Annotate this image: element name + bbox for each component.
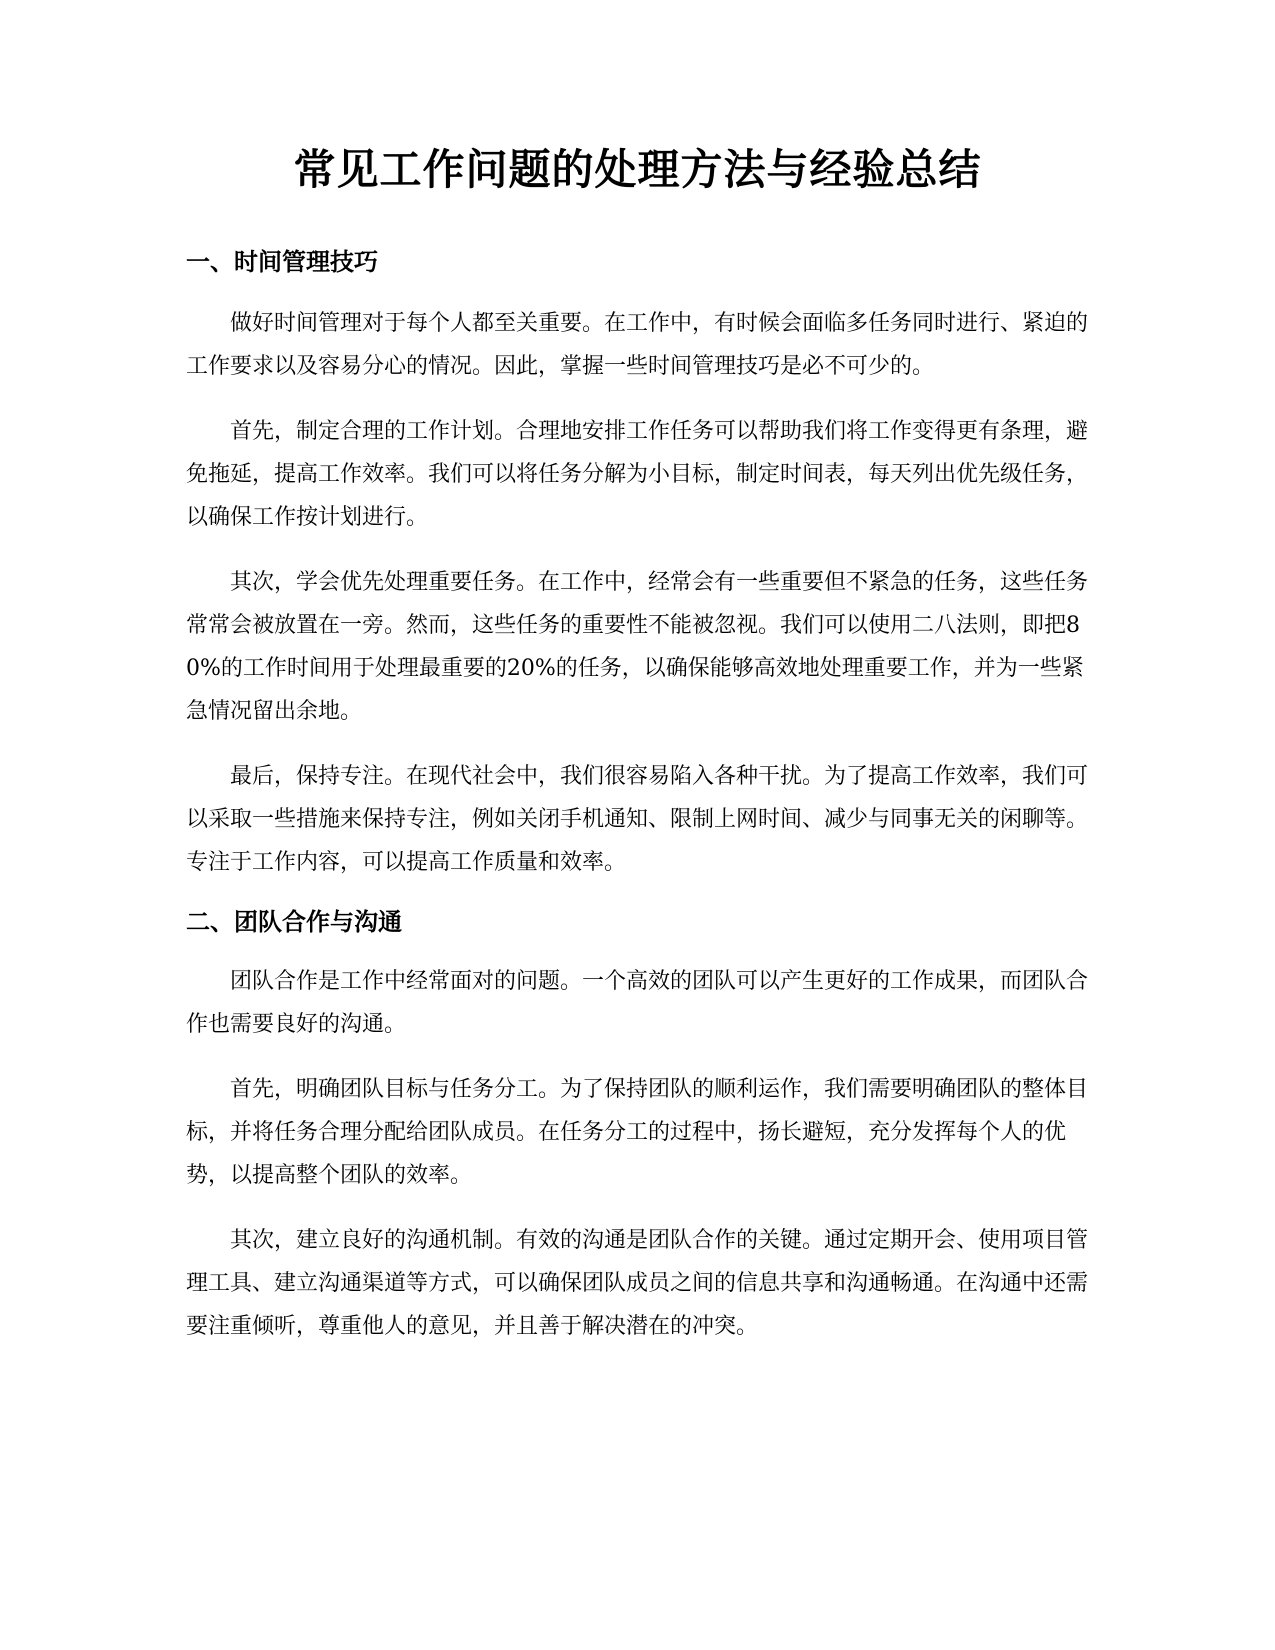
paragraph: 其次，建立良好的沟通机制。有效的沟通是团队合作的关键。通过定期开会、使用项目管理工具、建立沟通渠道等方式，可以确保团队成员之间的信息共享和沟通畅通。在沟通中还需要注重倾听，尊重他人的意见，并且善于解决潜在的冲突。 — [186, 1228, 1089, 1339]
paragraph: 首先，制定合理的工作计划。合理地安排工作任务可以帮助我们将工作变得更有条理，避免拖延，提高工作效率。我们可以将任务分解为小目标，制定时间表，每天列出优先级任务，以确保工作按计划进行。 — [186, 419, 1089, 530]
paragraph: 最后，保持专注。在现代社会中，我们很容易陷入各种干扰。为了提高工作效率，我们可以采取一些措施来保持专注，例如关闭手机通知、限制上网时间、减少与同事无关的闲聊等。专注于工作内容，可以提高工作质量和效率。 — [186, 764, 1089, 875]
paragraph: 做好时间管理对于每个人都至关重要。在工作中，有时候会面临多任务同时进行、紧迫的工作要求以及容易分心的情况。因此，掌握一些时间管理技巧是必不可少的。 — [186, 311, 1089, 379]
section-heading: 一、时间管理技巧 — [186, 248, 378, 276]
document-title: 常见工作问题的处理方法与经验总结 — [293, 145, 982, 194]
paragraph: 团队合作是工作中经常面对的问题。一个高效的团队可以产生更好的工作成果，而团队合作也需要良好的沟通。 — [186, 969, 1089, 1037]
section-heading: 二、团队合作与沟通 — [186, 908, 402, 936]
section-teamwork-communication — [186, 906, 1089, 1348]
section-time-management — [186, 246, 1089, 884]
document-body — [186, 140, 1089, 1348]
paragraph: 其次，学会优先处理重要任务。在工作中，经常会有一些重要但不紧急的任务，这些任务常常会被放置在一旁。然而，这些任务的重要性不能被忽视。我们可以使用二八法则，即把80%的工作时间用于处理最重要的20%的任务，以确保能够高效地处理重要工作，并为一些紧急情况留出余地。 — [186, 570, 1089, 724]
paragraph: 首先，明确团队目标与任务分工。为了保持团队的顺利运作，我们需要明确团队的整体目标，并将任务合理分配给团队成员。在任务分工的过程中，扬长避短，充分发挥每个人的优势，以提高整个团队的效率。 — [186, 1077, 1089, 1188]
